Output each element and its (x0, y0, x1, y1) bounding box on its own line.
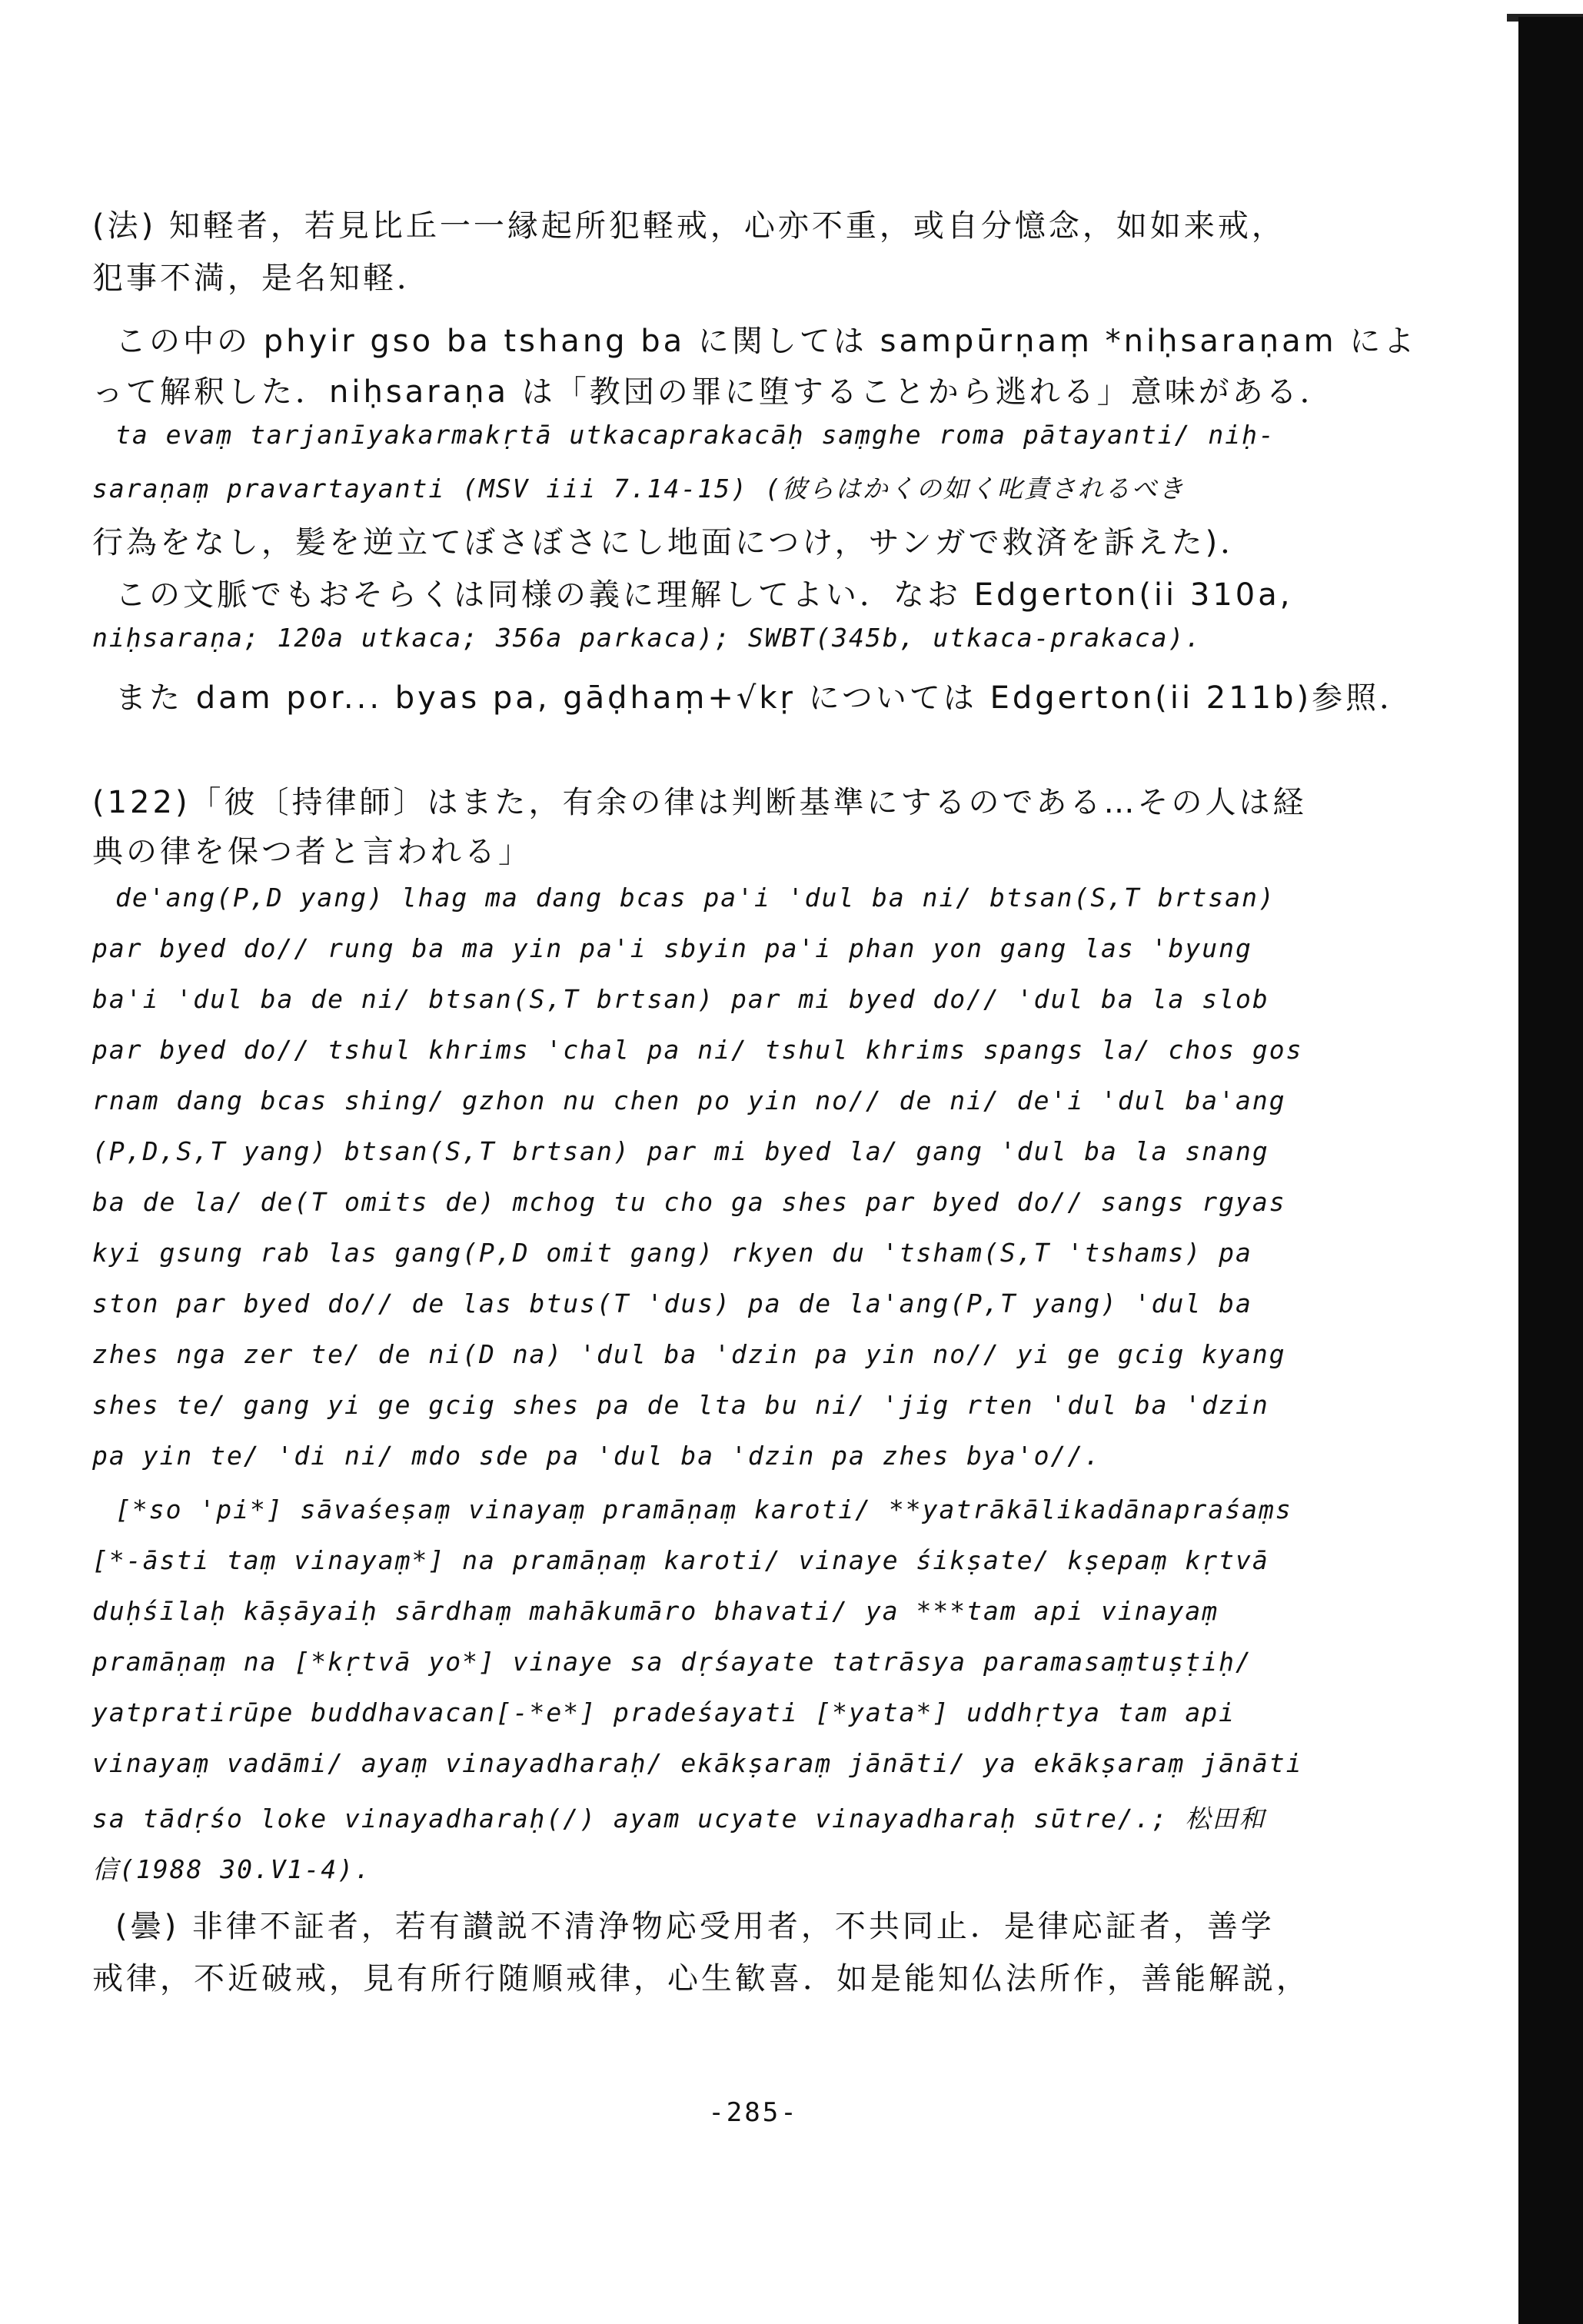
note122-line-2: 典の律を保つ者と言われる」 (92, 834, 532, 869)
sanskrit-line-2: [*-āsti taṃ vinayaṃ*] na pramāṇaṃ karoti/ vinaye śikṣate/ kṣepaṃ kṛtvā (92, 1545, 1269, 1575)
note-line-1: この中の phyir gso ba tshang ba に関しては sampūrṇaṃ *niḥsaraṇam によ (115, 324, 1418, 359)
sanskrit-line-5: yatpratirūpe buddhavacan[-*e*] pradeśayati [*yata*] uddhṛtya tam api (92, 1697, 1236, 1727)
tibetan-line-5: rnam dang bcas shing/ gzhon nu chen po yin no// de ni/ de'i 'dul ba'ang (92, 1086, 1286, 1115)
tibetan-line-1: de'ang(P,D yang) lhag ma dang bcas pa'i 'dul ba ni/ btsan(S,T brtsan) (115, 883, 1275, 913)
closing-line-1: (曇) 非律不証者，若有讃説不清浄物応受用者，不共同止．是律応証者，善学 (115, 1909, 1275, 1944)
tibetan-line-7: ba de la/ de(T omits de) mchog tu cho ga shes par byed do// sangs rgyas (92, 1187, 1286, 1217)
note122-line-1: (122)「彼〔持律師〕はまた，有余の律は判断基準にするのである…その人は経 (92, 785, 1307, 820)
sanskrit-line-3: duḥśīlaḥ kāṣāyaiḥ sārdhaṃ mahākumāro bhavati/ ya ***tam api vinayaṃ (92, 1596, 1219, 1626)
sanskrit-line-7: sa tādṛśo loke vinayadharaḥ(/) ayam ucyate vinayadharaḥ sūtre/.; 松田和 (92, 1804, 1266, 1834)
tibetan-line-3: ba'i 'dul ba de ni/ btsan(S,T brtsan) par mi byed do// 'dul ba la slob (92, 984, 1269, 1014)
tibetan-line-2: par byed do// rung ba ma yin pa'i sbyin pa'i phan yon gang las 'byung (92, 933, 1252, 963)
note-line-8: また dam por... byas pa, gāḍhaṃ+√kṛ については Edgerton(ii 211b)参照． (115, 680, 1414, 716)
scan-edge-shadow (1518, 17, 1583, 2324)
sanskrit-line-8: 信(1988 30.V1-4). (92, 1854, 372, 1884)
sanskrit-line-6: vinayaṃ vadāmi/ ayaṃ vinayadharaḥ/ ekākṣaraṃ jānāti/ ya ekākṣaraṃ jānāti (92, 1748, 1303, 1778)
tibetan-line-6: (P,D,S,T yang) btsan(S,T brtsan) par mi byed la/ gang 'dul ba la snang (92, 1136, 1269, 1166)
note-line-5: 行為をなし，髪を逆立てぼさぼさにし地面につけ，サンガで救済を訴えた)． (92, 525, 1255, 560)
tibetan-line-8: kyi gsung rab las gang(P,D omit gang) rkyen du 'tsham(S,T 'tshams) pa (92, 1238, 1252, 1268)
sanskrit-line-1: [*so 'pi*] sāvaśeṣaṃ vinayaṃ pramāṇaṃ karoti/ **yatrākālikadānapraśaṃs (115, 1494, 1292, 1524)
tibetan-line-9: ston par byed do// de las btus(T 'dus) pa de la'ang(P,T yang) 'dul ba (92, 1288, 1252, 1318)
note-line-7: niḥsaraṇa; 120a utkaca; 356a parkaca); SWBT(345b, utkaca-prakaca). (92, 623, 1202, 653)
tibetan-line-10: zhes nga zer te/ de ni(D na) 'dul ba 'dzin pa yin no// yi ge gcig kyang (92, 1339, 1286, 1369)
sanskrit-line-4: pramāṇaṃ na [*kṛtvā yo*] vinaye sa dṛśayate tatrāsya paramasaṃtuṣṭiḥ/ (92, 1647, 1252, 1677)
note-line-3: ta evaṃ tarjanīyakarmakṛtā utkacaprakacāḥ saṃghe roma pātayanti/ niḥ- (115, 420, 1275, 450)
tibetan-line-12: pa yin te/ 'di ni/ mdo sde pa 'dul ba 'dzin pa zhes bya'o//. (92, 1441, 1102, 1471)
note-line-4: saraṇaṃ pravartayanti (MSV iii 7.14-15) (彼らはかくの如く叱責されるべき (92, 474, 1186, 504)
note-line-2: って解釈した．niḥsaraṇa は「教団の罪に堕することから逃れる」意味がある． (92, 374, 1334, 410)
intro-line-1: (法) 知軽者，若見比丘一一縁起所犯軽戒，心亦不重，或自分憶念，如如来戒， (92, 208, 1285, 244)
note-line-6: この文脈でもおそらくは同様の義に理解してよい．なお Edgerton(ii 310a, (115, 577, 1293, 613)
page-number: -285- (708, 2097, 799, 2128)
closing-line-2: 戒律，不近破戒，見有所行随順戒律，心生歓喜．如是能知仏法所作，善能解説， (92, 1961, 1310, 1997)
tibetan-line-4: par byed do// tshul khrims 'chal pa ni/ tshul khrims spangs la/ chos gos (92, 1035, 1303, 1065)
intro-line-2: 犯事不満，是名知軽． (92, 261, 431, 296)
tibetan-line-11: shes te/ gang yi ge gcig shes pa de lta bu ni/ 'jig rten 'dul ba 'dzin (92, 1390, 1269, 1420)
